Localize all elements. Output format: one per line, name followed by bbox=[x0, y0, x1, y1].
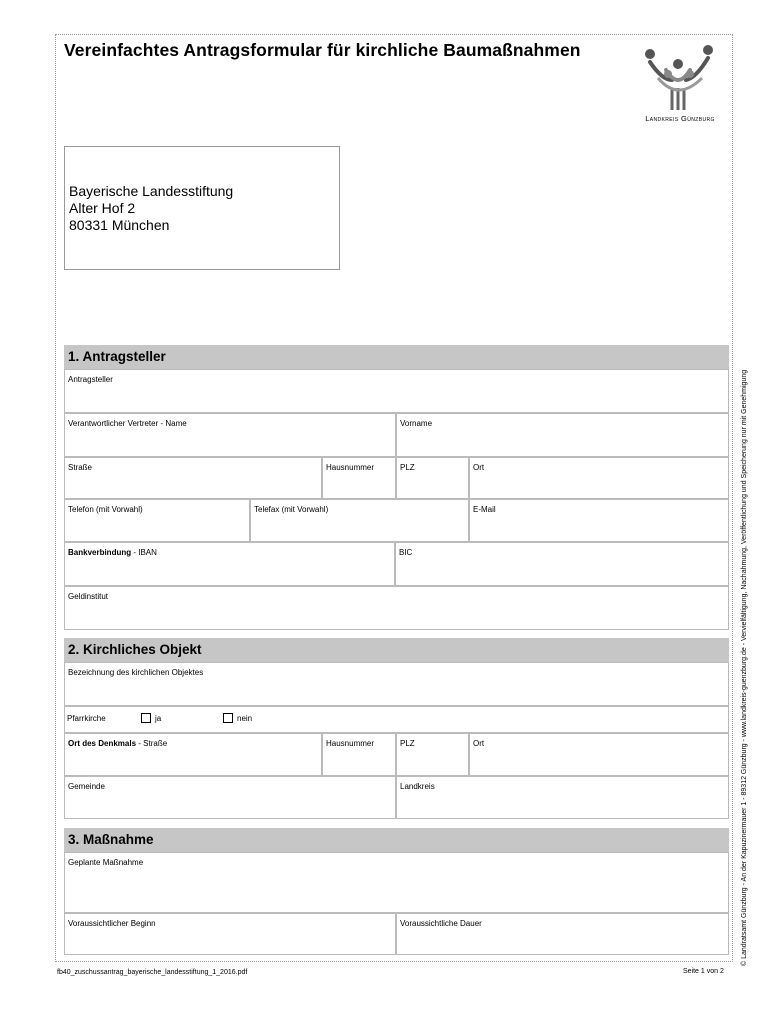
email-field[interactable] bbox=[469, 499, 729, 542]
gemeinde-label: Gemeinde bbox=[68, 782, 105, 791]
denkmal-plz-label: PLZ bbox=[400, 739, 415, 748]
iban-label: - IBAN bbox=[131, 548, 157, 557]
geldinstitut-field[interactable] bbox=[64, 586, 729, 630]
geplante-massnahme-field[interactable] bbox=[64, 852, 729, 913]
plz-label: PLZ bbox=[400, 463, 415, 472]
denkmal-ort-label: Ort bbox=[473, 739, 485, 748]
ort-denkmal-strasse-field[interactable] bbox=[64, 733, 322, 776]
beginn-label: Voraussichtlicher Beginn bbox=[68, 919, 156, 928]
bic-label: BIC bbox=[399, 548, 413, 557]
pfarrkirche-label: Pfarrkirche bbox=[67, 714, 106, 723]
footer-page-number: Seite 1 von 2 bbox=[683, 968, 724, 975]
iban-field[interactable] bbox=[64, 542, 395, 586]
ort-field[interactable] bbox=[469, 457, 729, 499]
strasse-field[interactable] bbox=[64, 457, 322, 499]
telefon-label: Telefon (mit Vorwahl) bbox=[68, 505, 143, 514]
section-1-heading: 1. Antragsteller bbox=[64, 345, 729, 369]
section-3-heading: 3. Maßnahme bbox=[64, 828, 729, 852]
ja-checkbox[interactable] bbox=[141, 713, 151, 723]
bezeichnung-field[interactable] bbox=[64, 662, 729, 706]
bankverbindung-label: Bankverbindung bbox=[68, 548, 132, 557]
nein-label: nein bbox=[237, 714, 253, 723]
denkmal-hausnummer-label: Hausnummer bbox=[326, 739, 375, 748]
logo-caption: Landkreis Günzburg bbox=[645, 114, 715, 123]
nein-checkbox[interactable] bbox=[223, 713, 233, 723]
dauer-field[interactable] bbox=[396, 913, 729, 955]
footer-filename: fb40_zuschussantrag_bayerische_landesstiftung_1_2016.pdf bbox=[57, 969, 248, 976]
address-box bbox=[64, 146, 340, 270]
address-line-2: Alter Hof 2 bbox=[69, 200, 136, 216]
geplante-massnahme-label: Geplante Maßnahme bbox=[68, 858, 144, 867]
email-label: E-Mail bbox=[473, 505, 496, 514]
address-line-1: Bayerische Landesstiftung bbox=[69, 183, 234, 199]
landkreis-field[interactable] bbox=[396, 776, 729, 819]
hausnummer-label: Hausnummer bbox=[326, 463, 375, 472]
denkmal-plz-field[interactable] bbox=[396, 733, 469, 776]
ort-label: Ort bbox=[473, 463, 485, 472]
geldinstitut-label: Geldinstitut bbox=[68, 592, 109, 601]
beginn-field[interactable] bbox=[64, 913, 396, 955]
landkreis-label: Landkreis bbox=[400, 782, 435, 791]
plz-field[interactable] bbox=[396, 457, 469, 499]
ort-des-denkmals-label: Ort des Denkmals bbox=[68, 739, 137, 748]
denkmal-hausnummer-field[interactable] bbox=[322, 733, 396, 776]
address-line-3: 80331 München bbox=[69, 217, 170, 233]
vertreter-name-label: Verantwortlicher Vertreter - Name bbox=[68, 419, 187, 428]
copyright-note: © Landratsamt Günzburg - An der Kapuzinermauer 1 - 89312 Günzburg - www.landkreis-guenzburg.de - Vervielfältigung, Nachahmung, Veröffentlichung und Speicherung nur mit Genehmigung bbox=[741, 369, 748, 966]
vorname-field[interactable] bbox=[396, 413, 729, 457]
gemeinde-field[interactable] bbox=[64, 776, 396, 819]
hausnummer-field[interactable] bbox=[322, 457, 396, 499]
telefax-label: Telefax (mit Vorwahl) bbox=[254, 505, 329, 514]
pfarrkirche-row bbox=[64, 706, 729, 733]
telefax-field[interactable] bbox=[250, 499, 469, 542]
page-title: Vereinfachtes Antragsformular für kirchliche Baumaßnahmen bbox=[64, 40, 581, 60]
vorname-label: Vorname bbox=[400, 419, 433, 428]
antragsteller-field[interactable] bbox=[64, 369, 729, 413]
ja-label: ja bbox=[155, 714, 162, 723]
bezeichnung-label: Bezeichnung des kirchlichen Objektes bbox=[68, 668, 204, 677]
bic-field[interactable] bbox=[395, 542, 729, 586]
dauer-label: Voraussichtliche Dauer bbox=[400, 919, 482, 928]
telefon-field[interactable] bbox=[64, 499, 250, 542]
denkmal-ort-field[interactable] bbox=[469, 733, 729, 776]
antragsteller-label: Antragsteller bbox=[68, 375, 113, 384]
strasse-label: Straße bbox=[68, 463, 93, 472]
vertreter-name-field[interactable] bbox=[64, 413, 396, 457]
denkmal-strasse-label: - Straße bbox=[136, 739, 168, 748]
section-2-heading: 2. Kirchliches Objekt bbox=[64, 638, 729, 662]
